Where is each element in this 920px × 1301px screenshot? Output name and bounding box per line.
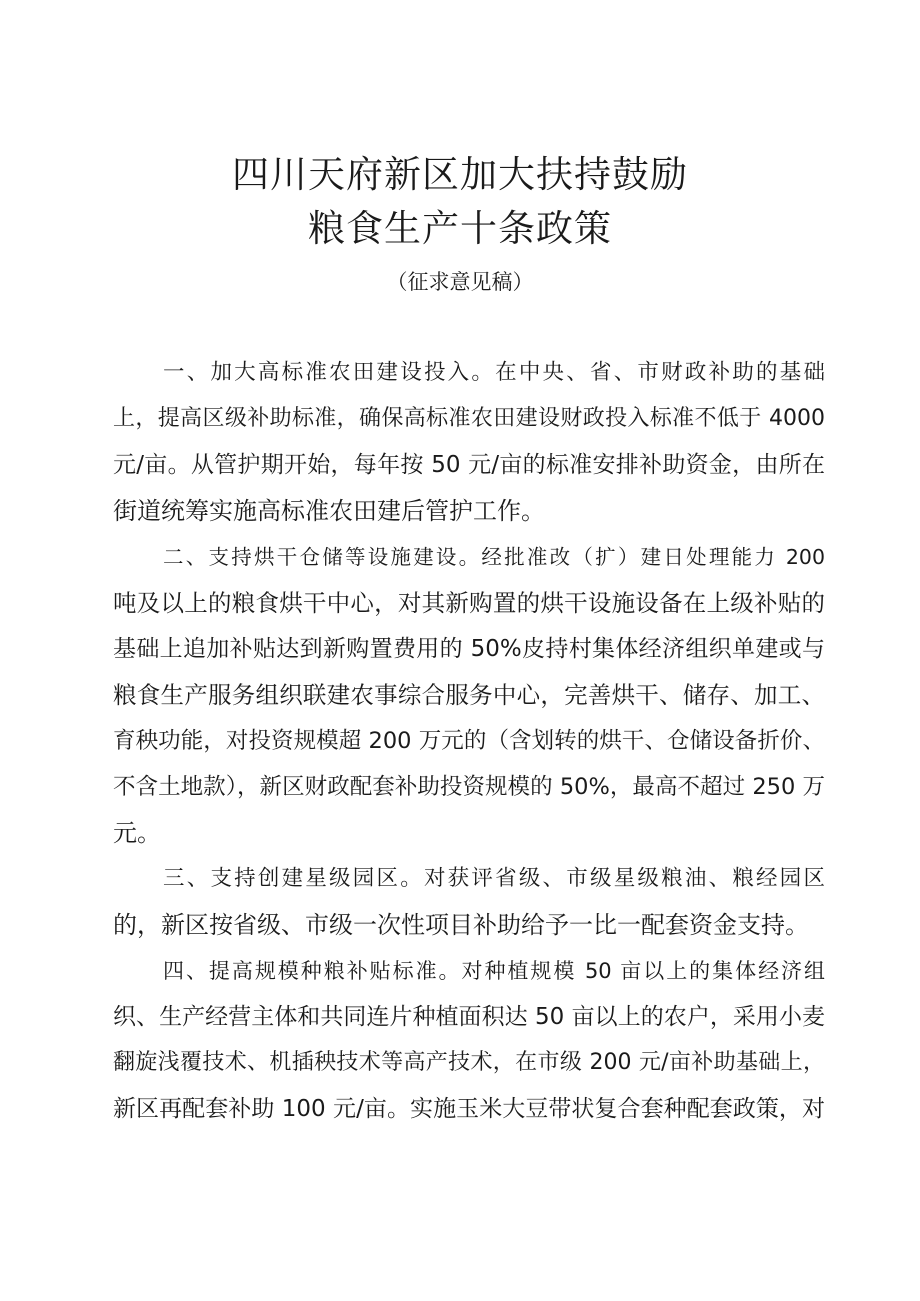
paragraph-line: 二、支持烘干仓储等设施建设。经批准改（扩）建日处理能力 200 (163, 545, 825, 569)
paragraph-line: 基础上追加补贴达到新购置费用的 50%皮持村集体经济组织单建或与 (113, 636, 825, 662)
document-body (113, 350, 825, 1132)
paragraph-line: 元。 (113, 819, 161, 847)
paragraph-line: 育秧功能，对投资规模超 200 万元的（含划转的烘干、仓储设备折价、 (113, 728, 825, 754)
paragraph-line: 上，提高区级补助标准，确保高标准农田建设财政投入标准不低于 4000 (113, 406, 825, 431)
document-title-line-2: 粮食生产十条政策 (308, 207, 612, 250)
paragraph-line: 翻旋浅覆技术、机插秧技术等高产技术，在市级 200 元/亩补助基础上， (113, 1050, 825, 1075)
paragraph-line: 街道统筹实施高标准农田建后管护工作。 (113, 497, 545, 525)
paragraph-2 (113, 534, 825, 856)
paragraph-line: 四、提高规模种粮补贴标准。对种植规模 50 亩以上的集体经济组 (163, 959, 825, 983)
paragraph-line: 的，新区按省级、市级一次性项目补助给予一比一配套资金支持。 (113, 911, 809, 939)
paragraph-4 (113, 948, 825, 1132)
paragraph-line: 织、生产经营主体和共同连片种植面积达 50 亩以上的农户，采用小麦 (113, 1004, 825, 1030)
paragraph-line: 粮食生产服务组织联建农事综合服务中心，完善烘干、储存、加工、 (113, 681, 825, 709)
paragraph-line: 元/亩。从管护期开始，每年按 50 元/亩的标准安排补助资金，由所在 (113, 452, 825, 478)
paragraph-1 (113, 350, 825, 534)
paragraph-line: 新区再配套补助 100 元/亩。实施玉米大豆带状复合套种配套政策，对 (113, 1096, 825, 1122)
paragraph-3 (113, 856, 825, 948)
paragraph-line: 一、加大高标准农田建设投入。在中央、省、市财政补助的基础 (163, 360, 825, 385)
document-subtitle: （征求意见稿） (386, 270, 534, 294)
document-title-line-1: 四川天府新区加大扶持鼓励 (232, 153, 688, 196)
paragraph-line: 不含土地款），新区财政配套补助投资规模的 50%，最高不超过 250 万 (113, 774, 825, 800)
paragraph-line: 吨及以上的粮食烘干中心，对其新购置的烘干设施设备在上级补贴的 (113, 589, 825, 617)
paragraph-line: 三、支持创建星级园区。对获评省级、市级星级粮油、粮经园区 (163, 866, 825, 891)
